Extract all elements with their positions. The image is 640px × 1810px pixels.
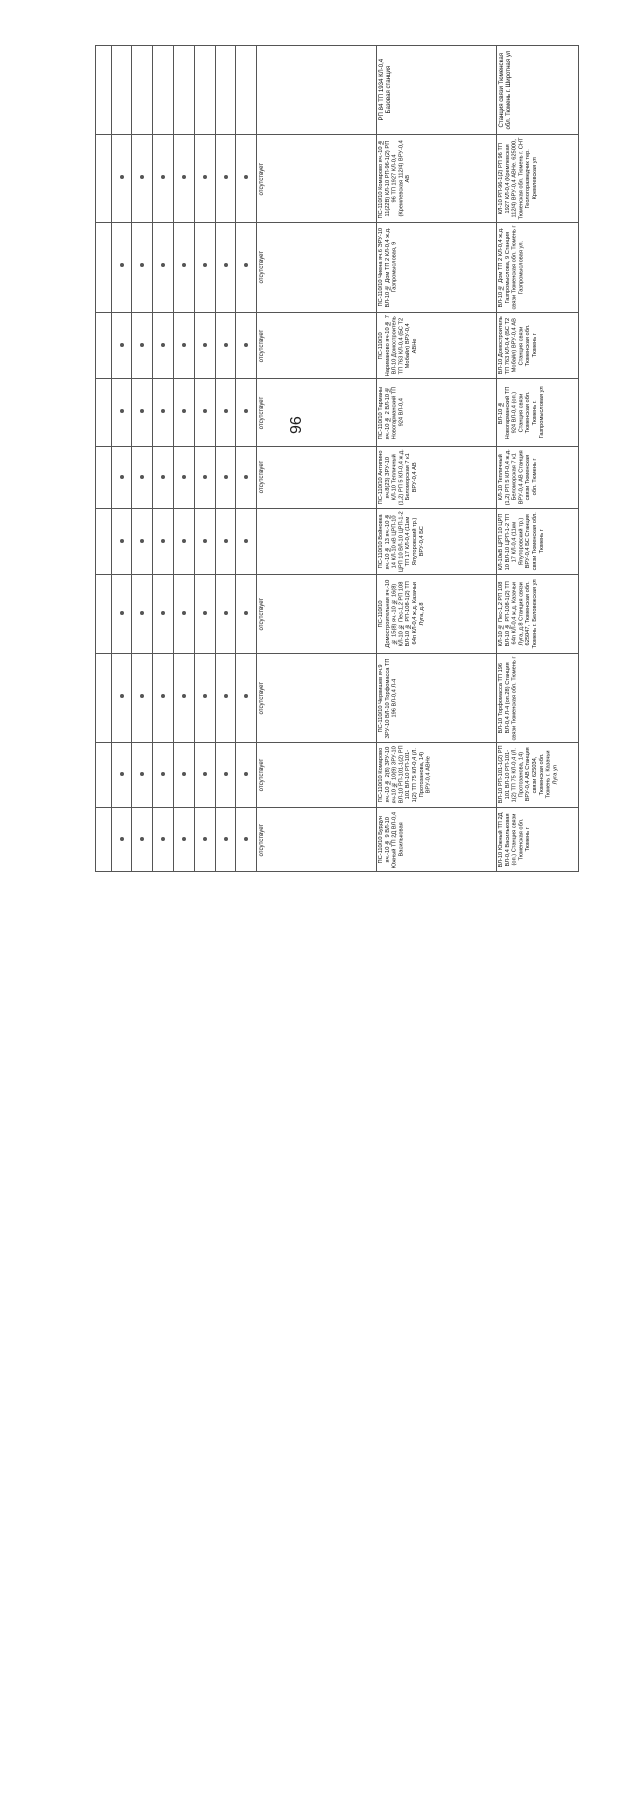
table-cell-source: ПС-110/10 Комарово яч.-10 № 2(8) ЗРУ-10 яч-10 № 10(9) ЗРУ-10 ВЛ-10 РП-101-1(2) РП 101 ВЛ-10 РП-101-1(2) ТП 75 КЛ-0,4 (Л. Протозанова, 14) ВРУ-0,4 АВНе xyxy=(377,743,497,807)
table-cell-dot xyxy=(153,807,174,871)
table-cell-dot xyxy=(111,807,132,871)
table-cell-dot xyxy=(153,447,174,508)
table-cell-source: ПС-110/10 Бурдун яч.-10 № 9 ВЛ-10 Южный ТП 2Д ВЛ-0,4 Васильковая xyxy=(377,807,497,871)
table-cell-dot xyxy=(236,653,257,743)
table-cell-dot xyxy=(153,575,174,653)
table-cell-source: ПС-110/10 Тарманы яч.-10 № 2 ВЛ-10 № Новогарманский ТП 924 ВЛ-0,4 xyxy=(377,378,497,446)
table-cell-status: отсутствует xyxy=(257,575,377,653)
table-cell-dot xyxy=(215,807,236,871)
table-cell-object: КЛ-10кВ ЦРП 10 ЦРП 10 ВЛ-10 ЦРП-1-2 ТП 17 КЛ-0,4 (11км Ялуторовский тр.) ВРУ-0,4 БС Станция связи Тюменская обл. Тюмень г xyxy=(496,508,578,574)
table-row xyxy=(96,447,579,508)
table-cell-source: ПС-110/10 Наримановo яч-10 № 7 ВЛ-10 Домостроитель ТП 763 КЛ-0,4 (БС T2 Мобайл) ВРУ-0,4 АВНе xyxy=(377,312,497,378)
table-cell-dot xyxy=(236,508,257,574)
table-cell-dot xyxy=(111,447,132,508)
table-cell-dot xyxy=(111,575,132,653)
table-cell-dot xyxy=(236,378,257,446)
table-cell-empty xyxy=(96,223,112,313)
table-cell-dot xyxy=(194,134,215,223)
table-cell-dot xyxy=(194,575,215,653)
table-cell-dot xyxy=(236,223,257,313)
table-cell-empty xyxy=(96,134,112,223)
table-cell-dot xyxy=(153,223,174,313)
table-cell-dot xyxy=(215,743,236,807)
table-cell-empty xyxy=(96,575,112,653)
table-row xyxy=(96,46,579,135)
table-cell-dot xyxy=(111,134,132,223)
table-cell-dot xyxy=(236,575,257,653)
table-cell-object: ВЛ-10 Южный ТП 2Д ВЛ-0,4 Васильковая (оп.) Станция связи Тюменская обл. Тюмень г xyxy=(496,807,578,871)
table-cell-dot xyxy=(194,223,215,313)
table-row xyxy=(96,378,579,446)
table-cell-status: отсутствует xyxy=(257,378,377,446)
table-cell-source: ПС-110/10 Червишев яч.9 ЗРУ-10 ВЛ-10 Торфомасса ТП 196 ВЛ-0,4 Л-4 xyxy=(377,653,497,743)
table-cell-status: отсутствует xyxy=(257,807,377,871)
table-cell-dot xyxy=(174,312,195,378)
table-cell-dot xyxy=(194,378,215,446)
table-cell-dot xyxy=(111,312,132,378)
table-cell-status: отсутствует xyxy=(257,223,377,313)
table-cell-source: ПС-110/10 Домостроительная яч.-10 № 15(8) яч.-10 № 16(8) КЛ-10 № Пес-1,2 РП 108 ВЛ-10 № РП-108-1(2) ТП 64п КЛ-0,4 ж.д. Казачьи Луга, д.8 xyxy=(377,575,497,653)
page-number: 96 xyxy=(288,416,305,434)
table-cell-dot xyxy=(153,743,174,807)
table-cell-dot xyxy=(194,312,215,378)
table-cell-dot xyxy=(111,653,132,743)
table-cell-dot xyxy=(236,134,257,223)
table-cell-dot xyxy=(153,134,174,223)
table-cell-object: КЛ-10 РП-96-1(2) РП 96 ТП 1927 КЛ-0,4 (Кремлевская 112/4) ВРУ-0,4 АВНе. 625000, Тюменская обл. Тюмень г. СНТ Геологоразведчик тер. Кремлевская ул xyxy=(496,134,578,223)
table-cell-dot xyxy=(174,46,195,135)
table-cell-status xyxy=(257,46,377,135)
table-cell-dot xyxy=(111,46,132,135)
table-cell-empty xyxy=(96,743,112,807)
table-cell-dot xyxy=(236,743,257,807)
table-cell-object: ВЛ-10 Торфомасса ТП 196 ВЛ-0,4 Л-4 (оп.28) Станция связи Тюменская обл. Тюмень г xyxy=(496,653,578,743)
table-cell-dot xyxy=(174,223,195,313)
table-cell-dot xyxy=(215,46,236,135)
table-cell-dot xyxy=(215,575,236,653)
table-cell-status: отсутствует xyxy=(257,134,377,223)
table-cell-object: КЛ-10 Тепличный (1,2) РП 5 КЛ-0,4 ж.д. Беломорская 7 к1 ВРУ-0,4 АВ Станция связи Тюменская обл. Тюмень г xyxy=(496,447,578,508)
table-row xyxy=(96,134,579,223)
table-row xyxy=(96,807,579,871)
table-row xyxy=(96,743,579,807)
table-cell-empty xyxy=(96,653,112,743)
table-cell-dot xyxy=(111,223,132,313)
table-cell-dot xyxy=(111,508,132,574)
table-cell-empty xyxy=(96,378,112,446)
table-cell-dot xyxy=(215,312,236,378)
table-cell-dot xyxy=(194,508,215,574)
table-cell-dot xyxy=(132,223,153,313)
table-cell-dot xyxy=(194,46,215,135)
table-cell-dot xyxy=(153,46,174,135)
table-cell-status: отсутствует xyxy=(257,312,377,378)
table-cell-status: отсутствует xyxy=(257,653,377,743)
table-cell-dot xyxy=(153,508,174,574)
table-cell-dot xyxy=(215,653,236,743)
table-cell-dot xyxy=(132,447,153,508)
table-row xyxy=(96,312,579,378)
table-cell-object: ВЛ-10 РП-101-1(2) РП 101 ВЛ-10 РП-101-1(2) ТП 75 КЛ-0,4 (Л. Протозанова, 14) ВРУ-0,4 АВ Станция связи 625034, Тюменская обл. Тюмень г. Казачьи Луга ул xyxy=(496,743,578,807)
table-cell-dot xyxy=(215,223,236,313)
table-cell-dot xyxy=(194,447,215,508)
table-cell-dot xyxy=(236,46,257,135)
table-cell-dot xyxy=(194,743,215,807)
table-cell-empty xyxy=(96,508,112,574)
table-cell-empty xyxy=(96,46,112,135)
table-cell-dot xyxy=(153,378,174,446)
table-row xyxy=(96,508,579,574)
table-cell-empty xyxy=(96,807,112,871)
table-cell-dot xyxy=(215,508,236,574)
table-cell-dot xyxy=(153,653,174,743)
table-cell-status: отсутствует xyxy=(257,447,377,508)
table-cell-dot xyxy=(236,312,257,378)
table-cell-dot xyxy=(174,378,195,446)
table-cell-dot xyxy=(174,134,195,223)
table-cell-dot xyxy=(215,447,236,508)
table-cell-object: ВЛ-10 № Новогарманский ТП 924 ВЛ-0,4 (оп.) Станция связи Тюменская обл. Тюмень г. Газпромысловая ул xyxy=(496,378,578,446)
table-cell-dot xyxy=(194,807,215,871)
table-cell-object: КЛ-10 № Пес-1,2 РП 108 ВЛ-10 № РП-108-1(2) ТП 64п КЛ-0,4 ж.д. Казачьи Луга, д.8 Станция связи 625047, Тюменская обл. Тюмень г. Беловежская ул xyxy=(496,575,578,653)
table-cell-dot xyxy=(215,134,236,223)
table-cell-dot xyxy=(174,447,195,508)
table-cell-source: РП 84 ТП 1934 КЛ-0,4 Базовая станция xyxy=(377,46,497,135)
table-cell-dot xyxy=(174,653,195,743)
table-cell-dot xyxy=(215,378,236,446)
table-cell-object: Станция связи Тюменская обл. Тюмень г. Широтная ул xyxy=(496,46,578,135)
table-cell-dot xyxy=(132,46,153,135)
table-cell-dot xyxy=(132,134,153,223)
table-cell-empty xyxy=(96,312,112,378)
table-row xyxy=(96,575,579,653)
table-cell-dot xyxy=(174,807,195,871)
table-cell-status: отсутствует xyxy=(257,743,377,807)
table-cell-source: ПС-110/10 Чиена яч.6 ЭРУ-10 ВЛ-10 № Дом ТП 2 КЛ-0,4 ж.д. Газпромысловая, 9 xyxy=(377,223,497,313)
table-cell-dot xyxy=(132,807,153,871)
table-cell-dot xyxy=(236,447,257,508)
table-cell-dot xyxy=(111,378,132,446)
table-cell-status xyxy=(257,508,377,574)
table-cell-source: ПС-110/10 Комарово яч.-10 № 11(22В) КЛ-10 РП-96-1(2) РП 96 ТП 1927 КЛ-0,4 (Кремлевская 112/4) ВРУ-0,4 АВ xyxy=(377,134,497,223)
table-cell-dot xyxy=(111,743,132,807)
table-cell-empty xyxy=(96,447,112,508)
table-cell-object: ВЛ-10 № Дом ТП 2 КЛ-0,4 ж.д. Газпромыслова, 9 Станция связи Тюменская обл. Тюмень г Газпромысловая ул. xyxy=(496,223,578,313)
table-cell-source: ПС-110/10 Войновка яч.-10 № 13 яч.-10 № 14 КЛ-10 кВ ЦРП-10 ЦРП 10 ВЛ-10 ЦРП-1-2 ТП 17 КЛ-0,4 (11км Ялуторовский тр.) ВРУ-0,4 БС xyxy=(377,508,497,574)
table-cell-dot xyxy=(153,312,174,378)
table-cell-object: ВЛ-10 Домостроитель ТП 763 КЛ-0,4 (БС T2 Мобайл) ВРУ-0,4 АВ Станция связи Тюменская обл. Тюмень г xyxy=(496,312,578,378)
table-cell-dot xyxy=(132,743,153,807)
table-cell-dot xyxy=(132,312,153,378)
table-row xyxy=(96,223,579,313)
table-cell-source: ПС-110/10 Антипино яч.8(23) ЗРУ-10 КЛ-10 Тепличный (1,2) РП 5 КЛ-0,4 ж.д. Беломорская 7 к1 ВРУ-0,4 АВ xyxy=(377,447,497,508)
table-row xyxy=(96,653,579,743)
table-cell-dot xyxy=(132,508,153,574)
table-cell-dot xyxy=(174,508,195,574)
table-cell-dot xyxy=(174,743,195,807)
rotated-data-table xyxy=(95,45,579,872)
table-cell-dot xyxy=(174,575,195,653)
table-cell-dot xyxy=(194,653,215,743)
table-cell-dot xyxy=(132,575,153,653)
table-cell-dot xyxy=(132,378,153,446)
table-cell-dot xyxy=(236,807,257,871)
table-cell-dot xyxy=(132,653,153,743)
